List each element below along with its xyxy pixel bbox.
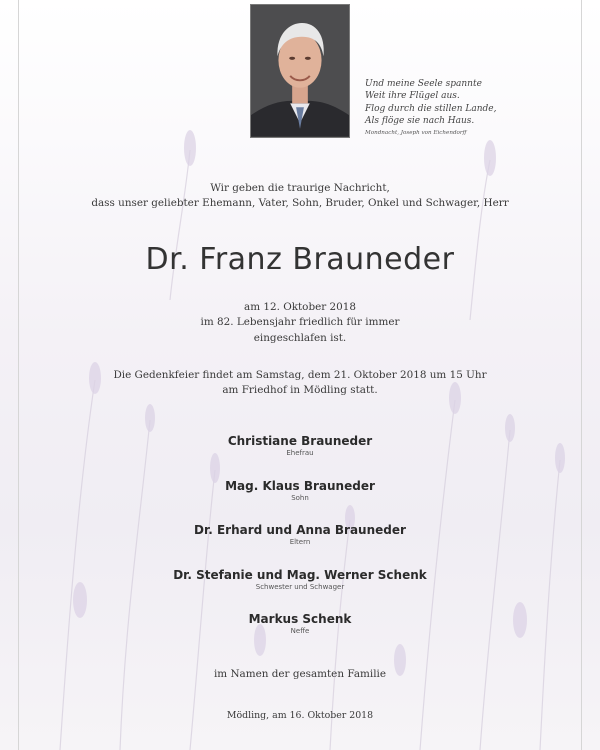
mourner-name: Christiane Brauneder — [227, 434, 373, 448]
mourner-name: Markus Schenk — [248, 612, 352, 626]
ceremony-line-1: Die Gedenkfeier findet am Samstag, dem 21. Oktober 2018 um 15 Uhr — [113, 369, 487, 381]
mourner-role: Schwester und Schwager — [255, 583, 345, 591]
poem-line: Und meine Seele spannte — [365, 79, 482, 89]
deceased-name: Dr. Franz Brauneder — [145, 242, 455, 277]
mourner-entry — [0, 568, 600, 592]
mourner-entry — [0, 523, 600, 547]
mourner-role: Eltern — [289, 538, 311, 546]
portrait-photo — [250, 4, 350, 138]
mourner-name: Dr. Erhard und Anna Brauneder — [194, 523, 406, 537]
poem-source: Mondnacht, Joseph von Eichendorff — [365, 130, 467, 137]
mourner-entry — [0, 434, 600, 458]
poem-line: Flog durch die stillen Lande, — [365, 103, 497, 114]
family-line: im Namen der gesamten Familie — [213, 668, 386, 680]
death-info — [0, 300, 600, 346]
death-line-3: eingeschlafen ist. — [253, 331, 347, 344]
mourner-name: Dr. Stefanie und Mag. Werner Schenk — [173, 568, 427, 582]
ceremony-line-2: am Friedhof in Mödling statt. — [222, 384, 378, 397]
intro-line-2: dass unser geliebter Ehemann, Vater, Sohn, Bruder, Onkel und Schwager, Herr — [91, 197, 509, 210]
mourner-role: Ehefrau — [286, 449, 314, 457]
ceremony-info — [0, 368, 600, 399]
intro-line-1: Wir geben die traurige Nachricht, — [210, 182, 390, 194]
mourner-role: Sohn — [291, 494, 309, 502]
place-date: Mödling, am 16. Oktober 2018 — [226, 710, 374, 721]
intro-text — [0, 181, 600, 212]
poem-line: Weit ihre Flügel aus. — [365, 91, 460, 102]
mourner-role: Neffe — [290, 627, 310, 635]
mourner-entry — [0, 479, 600, 503]
poem-quote — [365, 78, 565, 138]
poem-line: Als flöge sie nach Haus. — [365, 115, 475, 126]
death-line-1: am 12. Oktober 2018 — [244, 301, 356, 313]
death-line-2: im 82. Lebensjahr friedlich für immer — [200, 316, 400, 329]
mourner-name: Mag. Klaus Brauneder — [225, 479, 375, 493]
mourner-entry — [0, 612, 600, 636]
